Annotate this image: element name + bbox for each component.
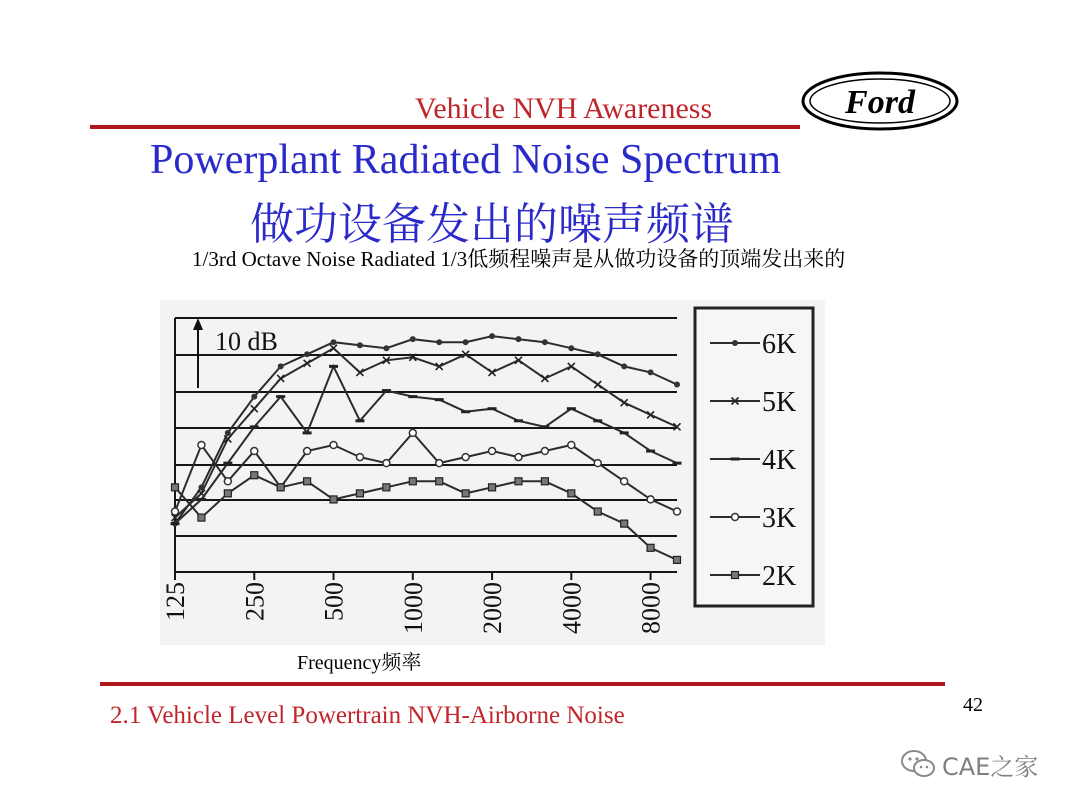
data-point (462, 490, 469, 497)
data-point (621, 520, 628, 527)
data-point (277, 484, 284, 491)
legend-label: 2K (762, 561, 797, 592)
data-point (488, 407, 497, 410)
watermark (900, 748, 1038, 780)
data-point (567, 407, 576, 410)
data-point (462, 454, 469, 461)
data-point (732, 340, 738, 346)
data-point (648, 369, 654, 375)
data-point (489, 484, 496, 491)
data-point (594, 460, 601, 467)
x-tick-label: 500 (319, 582, 349, 621)
x-tick-label: 2000 (478, 582, 508, 634)
data-point (329, 365, 338, 368)
data-point (732, 514, 739, 521)
data-point (621, 363, 627, 369)
data-point (357, 342, 363, 348)
data-point (542, 339, 548, 345)
scale-marker-label: 10 dB (215, 327, 278, 356)
footer-title: 2.1 Vehicle Level Powertrain NVH-Airborne Noise (110, 702, 625, 729)
legend-label: 3K (762, 503, 797, 534)
data-point (383, 345, 389, 351)
data-point (355, 419, 364, 422)
data-point (732, 572, 739, 579)
data-point (251, 472, 258, 479)
page-number: 42 (963, 694, 983, 716)
data-point (515, 336, 521, 342)
data-point (515, 478, 522, 485)
data-point (224, 478, 231, 485)
data-point (330, 442, 337, 449)
data-point (172, 508, 179, 515)
data-point (409, 429, 416, 436)
data-point (673, 462, 682, 465)
data-point (674, 556, 681, 563)
data-point (593, 419, 602, 422)
header-title: Vehicle NVH Awareness (415, 92, 713, 125)
data-point (356, 454, 363, 461)
footer-rule (100, 682, 945, 686)
data-point (383, 484, 390, 491)
data-point (436, 478, 443, 485)
x-tick-label: 125 (161, 582, 190, 621)
x-tick-label: 1000 (398, 582, 428, 634)
data-point (489, 448, 496, 455)
data-point (304, 478, 311, 485)
data-point (541, 478, 548, 485)
data-point (197, 498, 206, 501)
data-point (303, 431, 312, 434)
data-point (224, 490, 231, 497)
data-point (620, 431, 629, 434)
data-point (223, 462, 232, 465)
data-point (540, 425, 549, 428)
data-point (198, 514, 205, 521)
data-point (621, 478, 628, 485)
data-point (330, 496, 337, 503)
legend-label: 5K (762, 387, 797, 418)
data-point (461, 410, 470, 413)
data-point (595, 351, 601, 357)
noise-spectrum-chart (160, 300, 825, 645)
x-axis-label: Frequency频率 (297, 652, 422, 674)
data-point (356, 490, 363, 497)
watermark-text: CAE之家 (942, 752, 1039, 781)
logo-text: Ford (845, 84, 915, 121)
title-english: Powerplant Radiated Noise Spectrum (150, 137, 782, 183)
data-point (276, 395, 285, 398)
x-tick-label: 4000 (557, 582, 587, 634)
data-point (568, 345, 574, 351)
data-point (251, 394, 257, 400)
data-point (251, 448, 258, 455)
data-point (225, 430, 231, 436)
data-point (304, 351, 310, 357)
data-point (674, 382, 680, 388)
legend-label: 4K (762, 445, 797, 476)
data-point (674, 508, 681, 515)
data-point (568, 442, 575, 449)
title-chinese: 做功设备发出的噪声频谱 (250, 199, 734, 250)
x-tick-label: 250 (240, 582, 270, 621)
data-point (250, 425, 259, 428)
data-point (435, 398, 444, 401)
ford-logo (800, 70, 960, 132)
data-point (410, 336, 416, 342)
data-point (436, 339, 442, 345)
x-tick-label: 8000 (636, 582, 666, 634)
subtitle: 1/3rd Octave Noise Radiated 1/3低频程噪声是从做功设备的顶端发出来的 (192, 247, 846, 271)
data-point (646, 450, 655, 453)
data-point (489, 333, 495, 339)
wechat-icon (900, 748, 936, 780)
data-point (463, 339, 469, 345)
data-point (383, 460, 390, 467)
data-point (514, 419, 523, 422)
data-point (408, 395, 417, 398)
data-point (436, 460, 443, 467)
data-point (304, 448, 311, 455)
data-point (171, 522, 180, 525)
data-point (647, 496, 654, 503)
data-point (647, 544, 654, 551)
data-point (331, 339, 337, 345)
data-point (515, 454, 522, 461)
legend-label: 6K (762, 329, 797, 360)
data-point (278, 363, 284, 369)
data-point (382, 389, 391, 392)
data-point (731, 458, 740, 461)
data-point (198, 442, 205, 449)
data-point (172, 484, 179, 491)
data-point (568, 490, 575, 497)
data-point (409, 478, 416, 485)
data-point (541, 448, 548, 455)
data-point (594, 508, 601, 515)
